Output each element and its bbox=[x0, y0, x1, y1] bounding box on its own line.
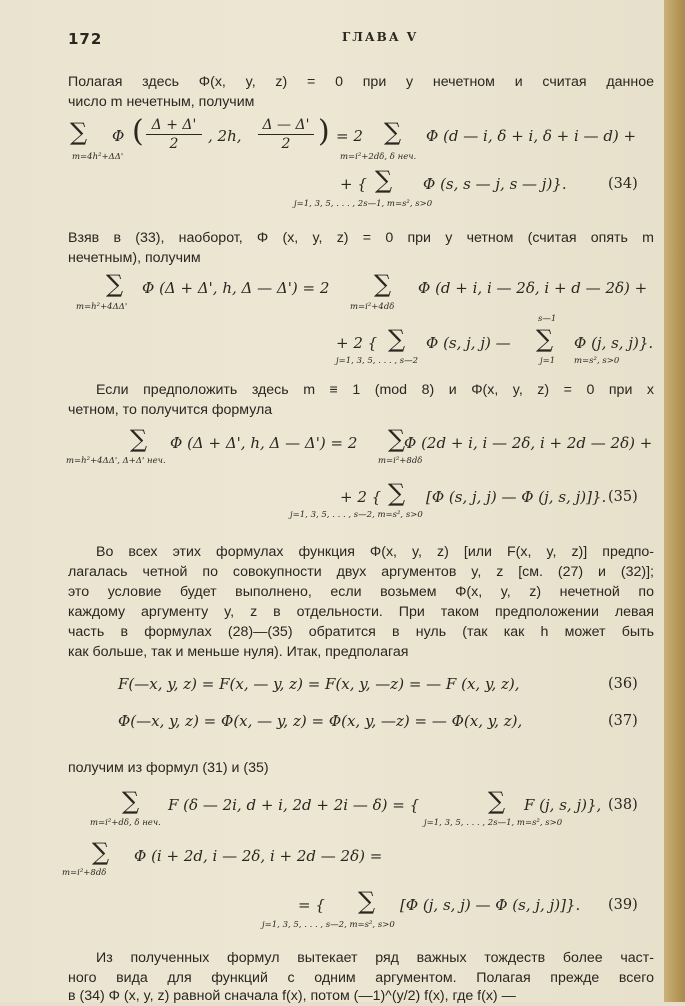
formula-subscript: j=1, 3, 5, . . . , s—2, m=s², s>0 bbox=[262, 920, 395, 930]
sum-symbol: ∑ bbox=[536, 325, 554, 353]
book-spine bbox=[664, 0, 685, 1002]
sum-symbol: ∑ bbox=[375, 166, 393, 194]
sum-symbol: ∑ bbox=[70, 118, 88, 146]
formula-text: Φ(—x, y, z) = Φ(x, — y, z) = Φ(x, y, —z) = — Φ(x, y, z), bbox=[118, 712, 523, 730]
text-line: число m нечетным, получим bbox=[68, 94, 255, 110]
formula-text: F(—x, y, z) = F(x, — y, z) = F(x, y, —z) = — F (x, y, z), bbox=[118, 675, 520, 693]
formula-text: , 2h, bbox=[208, 127, 242, 145]
formula-subscript: j=1, 3, 5, . . . , s—2, m=s², s>0 bbox=[290, 510, 423, 520]
fraction-bar bbox=[258, 134, 314, 135]
text-line: Взяв в (33), наоборот, Φ (x, y, z) = 0 при y четном (считая опять m bbox=[68, 230, 654, 246]
formula-subscript: m=i²+2dδ, δ неч. bbox=[340, 152, 417, 162]
sum-symbol: ∑ bbox=[388, 425, 406, 453]
formula-text: + 2 { bbox=[336, 334, 378, 352]
formula-text: Φ (Δ + Δ', h, Δ — Δ') = 2 bbox=[170, 434, 358, 452]
text-line: ного вида для функций с одним аргументом. Полагая прежде всего bbox=[68, 970, 654, 986]
formula-subscript: m=h²+4ΔΔ', Δ+Δ' неч. bbox=[66, 456, 166, 466]
formula-subscript: j=1, 3, 5, . . . , 2s—1, m=s², s>0 bbox=[294, 199, 433, 209]
formula-text: Φ (j, s, j)}. bbox=[574, 334, 654, 352]
formula-subscript: m=i²+dδ, δ неч. bbox=[90, 818, 161, 828]
fraction-numerator: Δ — Δ' bbox=[262, 117, 310, 133]
sum-symbol: ∑ bbox=[488, 787, 506, 815]
fraction-denominator: 2 bbox=[169, 136, 179, 152]
equation-number: (35) bbox=[608, 489, 638, 505]
text-line: лагалась четной по совокупности двух аргументов y, z [см. (27) и (32)]; bbox=[68, 564, 654, 580]
formula-text: Φ bbox=[112, 127, 125, 145]
formula-subscript: m=i²+8dδ bbox=[378, 456, 423, 466]
formula-text: F (j, s, j)}, bbox=[524, 796, 602, 814]
text-line: Во всех этих формулах функция Φ(x, y, z) [или F(x, y, z)] предпо- bbox=[96, 544, 654, 560]
formula-text: [Φ (j, s, j) — Φ (s, j, j)]}. bbox=[400, 896, 581, 914]
text-line: каждому аргументу y, z в отдельности. При таком предположении левая bbox=[68, 604, 654, 620]
text-line: часть в формулах (28)—(35) обратится в нуль (так как h может быть bbox=[68, 624, 654, 640]
paren-open: ( bbox=[132, 114, 144, 149]
sum-symbol: ∑ bbox=[122, 787, 140, 815]
equation-number: (39) bbox=[608, 897, 638, 913]
text-line: нечетным), получим bbox=[68, 250, 201, 266]
fraction-bar bbox=[146, 134, 202, 135]
formula-text: + 2 { bbox=[340, 488, 382, 506]
text-line: получим из формул (31) и (35) bbox=[68, 760, 269, 776]
formula-text: Φ (2d + i, i — 2δ, i + 2d — 2δ) + bbox=[404, 434, 653, 452]
fraction-denominator: 2 bbox=[281, 136, 291, 152]
sum-symbol: ∑ bbox=[92, 838, 110, 866]
formula-text: = { bbox=[298, 896, 325, 914]
sum-symbol: ∑ bbox=[358, 887, 376, 915]
formula-text: [Φ (s, j, j) — Φ (j, s, j)]}. bbox=[426, 488, 607, 506]
equation-number: (38) bbox=[608, 797, 638, 813]
formula-subscript: m=i²+8dδ bbox=[62, 868, 107, 878]
text-line: как больше, так и меньше нуля). Итак, предполагая bbox=[68, 644, 409, 660]
fraction bbox=[258, 117, 314, 152]
text-line: четном, то получится формула bbox=[68, 402, 273, 418]
formula-subscript: j=1 bbox=[540, 356, 556, 366]
sum-symbol: ∑ bbox=[388, 479, 406, 507]
sum-symbol: ∑ bbox=[388, 325, 406, 353]
formula-subscript: m=s², s>0 bbox=[574, 356, 620, 366]
text-line: это условие будет выполнено, если возьмем Φ(x, y, z) нечетной по bbox=[68, 584, 654, 600]
fraction-numerator: Δ + Δ' bbox=[151, 117, 197, 133]
page-number: 172 bbox=[68, 30, 103, 48]
formula-text: Φ (d — i, δ + i, δ + i — d) + bbox=[426, 127, 637, 145]
text-line: Полагая здесь Φ(x, y, z) = 0 при y нечетном и считая данное bbox=[68, 74, 654, 90]
formula-text: Φ (s, s — j, s — j)}. bbox=[423, 175, 567, 193]
paren-close: ) bbox=[318, 114, 330, 149]
text-line: Из полученных формул вытекает ряд важных тождеств более част- bbox=[96, 950, 654, 966]
formula-text: Φ (Δ + Δ', h, Δ — Δ') = 2 bbox=[142, 279, 330, 297]
sum-symbol: ∑ bbox=[374, 270, 392, 298]
equation-number: (34) bbox=[608, 176, 638, 192]
formula-superscript: s—1 bbox=[538, 314, 557, 324]
formula-text: F (δ — 2i, d + i, 2d + 2i — δ) = { bbox=[168, 796, 420, 814]
chapter-heading: ГЛАВА V bbox=[342, 30, 419, 44]
formula-subscript: m=h²+4ΔΔ' bbox=[76, 302, 128, 312]
fraction bbox=[146, 117, 202, 152]
formula-text: Φ (s, j, j) — bbox=[426, 334, 511, 352]
equation-number: (36) bbox=[608, 676, 638, 692]
formula-text: Φ (d + i, i — 2δ, i + d — 2δ) + bbox=[418, 279, 648, 297]
text-line: в (34) Φ (x, y, z) равной сначала f(x), потом (—1)^(y/2) f(x), где f(x) — bbox=[68, 988, 516, 1004]
sum-symbol: ∑ bbox=[384, 118, 402, 146]
sum-symbol: ∑ bbox=[106, 270, 124, 298]
formula-subscript: j=1, 3, 5, . . . , 2s—1, m=s², s>0 bbox=[424, 818, 563, 828]
formula-text: + { bbox=[340, 175, 367, 193]
formula-text: = 2 bbox=[336, 127, 363, 145]
equation-number: (37) bbox=[608, 713, 638, 729]
sum-symbol: ∑ bbox=[130, 425, 148, 453]
formula-subscript: m=i²+4dδ bbox=[350, 302, 395, 312]
formula-subscript: j=1, 3, 5, . . . , s—2 bbox=[336, 356, 419, 366]
text-line: Если предположить здесь m ≡ 1 (mod 8) и Φ(x, y, z) = 0 при x bbox=[96, 382, 654, 398]
formula-subscript: m=4h²+ΔΔ' bbox=[72, 152, 124, 162]
formula-text: Φ (i + 2d, i — 2δ, i + 2d — 2δ) = bbox=[134, 847, 383, 865]
